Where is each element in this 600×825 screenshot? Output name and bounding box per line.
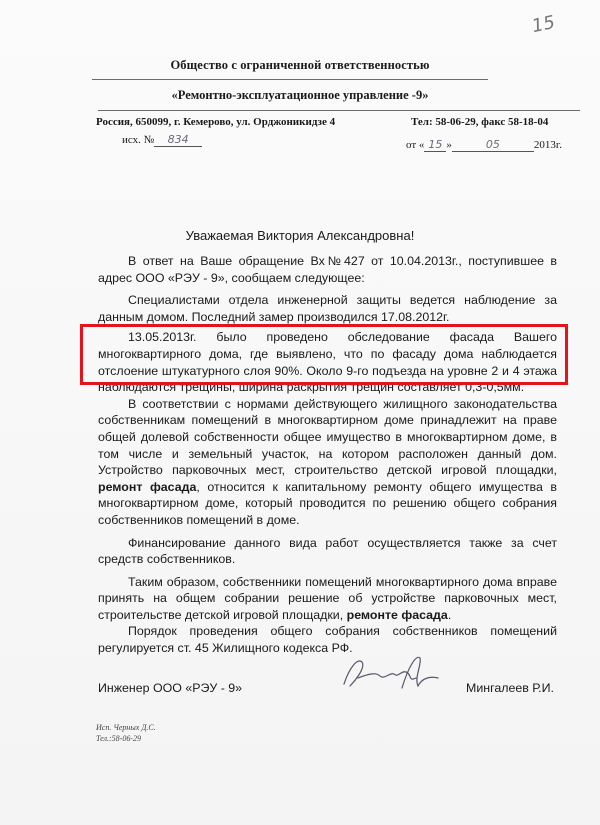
letter-body: [98, 253, 557, 657]
date-year: 2013г.: [533, 139, 562, 151]
org-name-line1: Общество с ограниченной ответственностью: [170, 58, 430, 72]
header-divider-2: [98, 110, 580, 111]
date-month: 05: [452, 138, 534, 152]
handwritten-signature: [336, 648, 446, 698]
signatory-position: Инженер ООО «РЭУ - 9»: [98, 681, 243, 695]
executor-phone: Тел.:58-06-29: [96, 734, 141, 743]
paragraph-6-text-b: .: [447, 607, 452, 622]
date-mid: »: [446, 139, 452, 151]
paragraph-6: [98, 574, 557, 624]
paragraph-4: [98, 396, 557, 529]
outgoing-number-value: 834: [154, 133, 202, 147]
highlight-box: [80, 324, 568, 385]
paragraph-4-text-b: , относится к капитальному ремонту общего имущества в многоквартирном доме, который проводится по решению общего собрания собственников помещений в доме.: [98, 479, 557, 527]
handwritten-corner-mark: 15: [530, 11, 557, 38]
outgoing-number: [122, 133, 202, 147]
date-prefix: от «: [406, 139, 425, 151]
date-day: 15: [424, 138, 446, 152]
paragraph-4-bold: ремонт фасада: [98, 479, 197, 494]
greeting: Уважаемая Виктория Александровна!: [185, 228, 415, 243]
executor-name: Исп. Черных Д.С.: [96, 723, 156, 732]
outgoing-number-prefix: исх. №: [122, 134, 155, 146]
paragraph-6-bold: ремонте фасада: [346, 607, 448, 622]
header-divider-1: [92, 79, 488, 80]
paragraph-7: Порядок проведения общего собрания собственников помещений регулируется ст. 45 Жилищного кодекса РФ.: [98, 624, 557, 656]
paragraph-3-facade-inspection: 13.05.2013г. было проведено обследование фасада Вашего многоквартирного дома, где выявлено, что по фасаду дома наблюдается отслоение штукатурного слоя 90%. Около 9-го подъезда на уровне 2 и 4 этажа наблюдаются трещины, ширина раскрытия трещин составляет 0,3-0,5мм.: [98, 330, 557, 395]
paragraph-2: Специалистами отдела инженерной защиты ведется наблюдение за данным домом. Последний замер производился 17.08.2012г.: [98, 293, 557, 324]
org-name-line2: «Ремонтно-эксплуатационное управление -9»: [171, 88, 429, 102]
paragraph-6-text-a: Таким образом, собственники помещений многоквартирного дома вправе принять на общем собрании решение об устройстве парковочных мест, строительстве детской игровой площадки,: [98, 574, 557, 622]
org-address: Россия, 650099, г. Кемерово, ул. Орджоникидзе 4: [96, 116, 336, 128]
paragraph-1: В ответ на Ваше обращение Вх№427 от 10.04.2013г., поступившее в адрес ООО «РЭУ - 9», сообщаем следующее:: [98, 254, 557, 285]
org-phones: Тел: 58-06-29, факс 58-18-04: [411, 116, 549, 128]
signatory-name: Мингалеев Р.И.: [466, 681, 554, 695]
paragraph-5: Финансирование данного вида работ осуществляется также за счет средств собственников.: [98, 535, 557, 567]
letter-date: [406, 138, 562, 152]
paragraph-4-text-a: В соответствии с нормами действующего жилищного законодательства собственникам помещений в многоквартирном доме принадлежит на праве общей долевой собственности общее имущество в многоквартирном доме, в том числе и земельный участок, на котором расположен данный дом. Устройство парковочных мест, строительство детской игровой площадки,: [98, 396, 557, 478]
